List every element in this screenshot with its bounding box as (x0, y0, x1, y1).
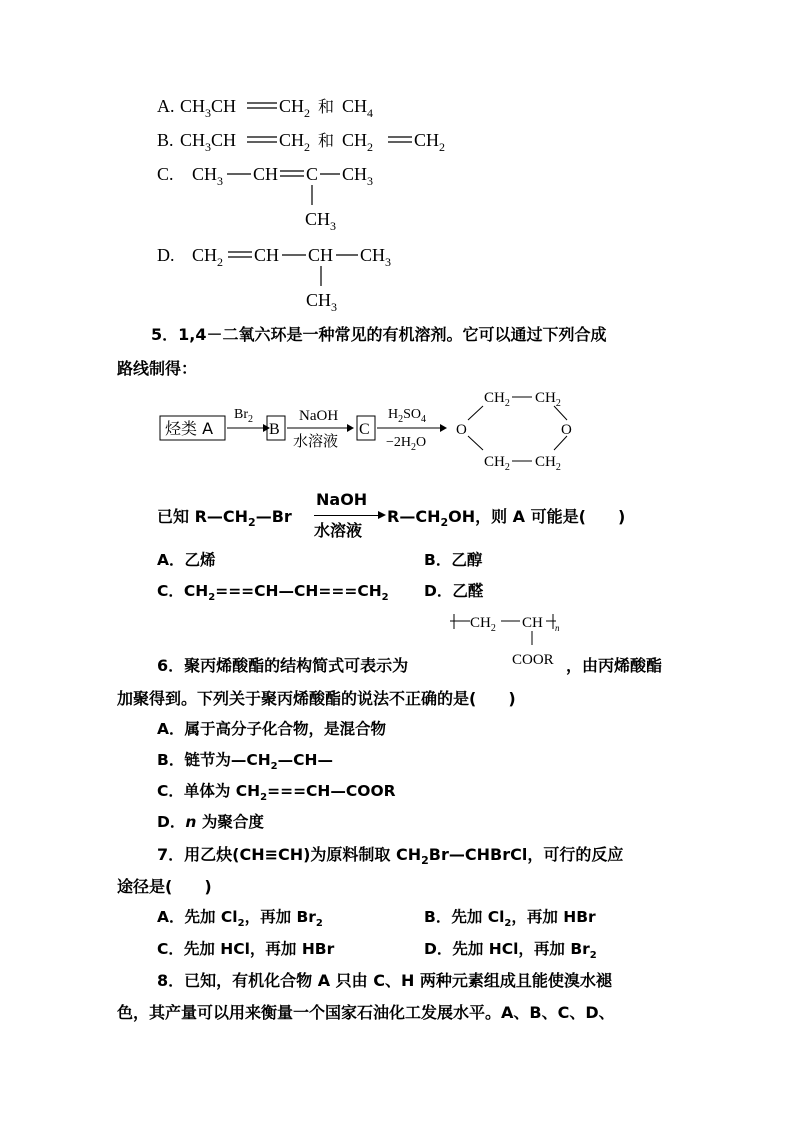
q8-line1: 8．已知，有机化合物 A 只由 C、H 两种元素组成且能使溴水褪 (157, 971, 612, 990)
box-b-label: B (269, 421, 280, 438)
q6-option-b: B．链节为$—CH_2—CH—$ (157, 751, 333, 773)
q7-option-a: A．先加 $Cl_2$，再加 $Br_2$ (157, 908, 323, 930)
option-c-ch: CH (253, 164, 279, 184)
option-c-label: C. (157, 164, 174, 184)
q7-line1: 7．用乙炔(CH≡CH)为原料制取 $CH_2Br—CHBrCl$，可行的反应 (157, 845, 624, 868)
box-c-label: C (359, 421, 370, 438)
option-d-branch: $CH_3$ (306, 290, 338, 314)
option-c-ch3-end: $CH_3$ (342, 164, 374, 188)
q7-option-c: C．先加 HCl，再加 HBr (157, 940, 335, 958)
q5-known-arrow-bottom: 水溶液 (314, 521, 363, 540)
q6-option-d: D．n 为聚合度 (157, 813, 264, 831)
ring-ch2-bottom-right: $CH_2$ (535, 454, 561, 473)
option-b-label: B. (157, 130, 174, 150)
q6-line2: 加聚得到。下列关于聚丙烯酸酯的说法不正确的是( ) (117, 689, 516, 708)
q5-known-reaction: 已知 $R—CH_2—Br$ (157, 507, 292, 530)
reagent-naoh: NaOH (299, 408, 339, 424)
option-d-ch2: $CH_2$ (192, 245, 224, 269)
reagent-h2so4: $H_2SO_4$ (388, 407, 427, 425)
option-d-label: D. (157, 245, 175, 265)
ring-bond (468, 436, 483, 450)
q5-known-result: $R—CH_2OH$，则 A 可能是( ) (387, 507, 626, 530)
ring-ch2-bottom-left: $CH_2$ (484, 454, 510, 473)
option-d-ch-2: CH (308, 245, 334, 265)
option-a-formula-2: $CH_2$ 和 $CH_4$ (279, 96, 374, 120)
q5-known-arrow-line (314, 515, 382, 516)
q5-option-d: D．乙醛 (424, 582, 484, 600)
poly-ch: CH (522, 615, 543, 631)
option-a-label: A. (157, 96, 175, 116)
q5-option-b: B．乙醇 (424, 551, 483, 569)
arrow-3-head (440, 424, 447, 432)
ring-ch2-top-right: $CH_2$ (535, 390, 561, 409)
ring-ch2-top-left: $CH_2$ (484, 390, 510, 409)
option-b-formula: $CH_3CH$ (180, 130, 237, 154)
ring-o-right: O (561, 422, 572, 438)
option-b-formula-3: $CH_2$ (414, 130, 446, 154)
poly-ch2: $CH_2$ (470, 615, 496, 634)
q8-line2: 色，其产量可以用来衡量一个国家石油化工发展水平。A、B、C、D、 (117, 1003, 615, 1022)
option-b-formula-2: $CH_2$ 和 $CH_2$ (279, 130, 374, 154)
q6-option-a: A．属于高分子化合物，是混合物 (157, 720, 386, 738)
box-a-label: 烃类 A (165, 419, 214, 438)
option-a-formula: $CH_3CH$ (180, 96, 237, 120)
q5-line1: 5．1,4－二氧六环是一种常见的有机溶剂。它可以通过下列合成 (151, 325, 607, 344)
q5-known-arrow-top: NaOH (316, 490, 368, 509)
reagent-minus-water: $-2H_2O$ (386, 435, 427, 453)
q6-option-c: C．单体为 $CH_2===CH—COOR$ (157, 782, 396, 804)
reagent-br2: $Br_2$ (234, 407, 253, 425)
ring-bond (554, 436, 567, 450)
q5-known-arrow-head (378, 511, 386, 519)
arrow-2-head (347, 424, 354, 432)
ring-bond (468, 406, 483, 420)
poly-subscript-n: n (555, 623, 560, 633)
option-d-ch3: $CH_3$ (360, 245, 392, 269)
option-c-carbon: C (306, 164, 319, 184)
option-d-ch: CH (254, 245, 280, 265)
option-c-ch3: $CH_3$ (192, 164, 224, 188)
ring-o-left: O (456, 422, 467, 438)
q5-option-c: C．$CH_2===CH—CH===CH_2$ (157, 582, 389, 604)
reagent-aqueous: 水溶液 (293, 432, 339, 450)
q7-option-b: B．先加 $Cl_2$，再加 HBr (424, 908, 596, 930)
q5-line2: 路线制得： (117, 359, 198, 378)
q6-line1-pre: 6．聚丙烯酸酯的结构简式可表示为 (157, 656, 409, 675)
q6-line1-post: ，由丙烯酸酯 (566, 656, 663, 675)
q7-option-d: D．先加 HCl，再加 $Br_2$ (424, 940, 597, 962)
synthesis-route-diagram (150, 380, 600, 480)
option-c-branch: $CH_3$ (305, 209, 337, 233)
poly-coor: COOR (512, 652, 554, 668)
q5-option-a: A．乙烯 (157, 551, 216, 569)
structure-options (0, 0, 794, 320)
q7-line2: 途径是( ) (117, 877, 212, 896)
